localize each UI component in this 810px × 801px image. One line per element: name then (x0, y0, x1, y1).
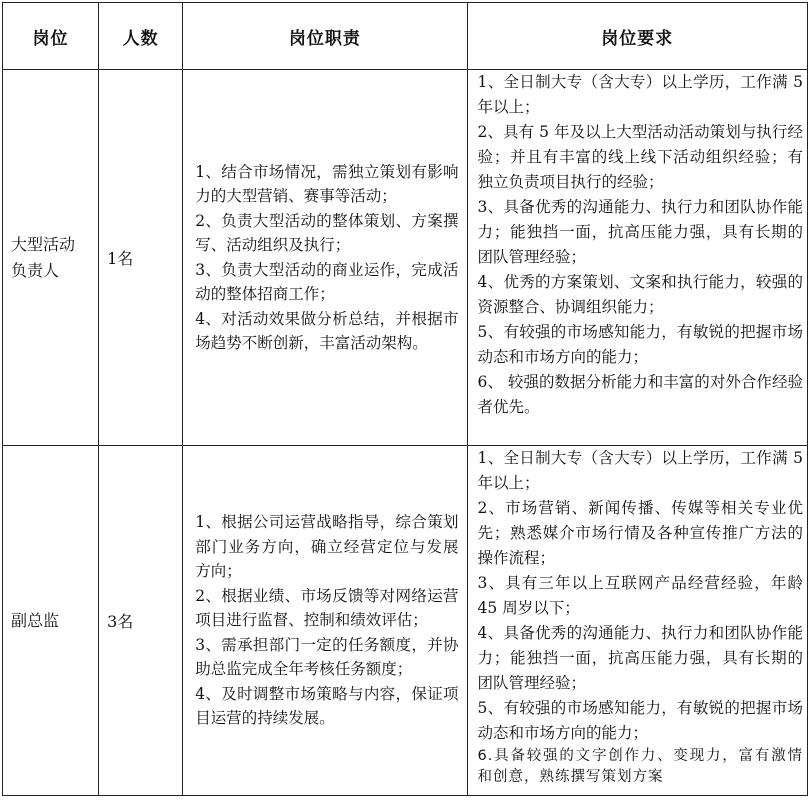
duty-item: 1、根据公司运营战略指导，综合策划部门业务方向，确立经营定位与发展方向； (195, 513, 459, 581)
requirement-item: 1、全日制大专（含大专）以上学历，工作满 5 年以上； (477, 73, 803, 116)
duties-cell (183, 70, 467, 446)
duty-item: 3、需承担部门一定的任务额度，并协助总监完成全年考核任务额度； (195, 635, 459, 679)
duty-item: 4、对活动效果做分析总结，并根据市场趋势不断创新，丰富活动架构。 (195, 309, 459, 352)
requirement-item: 1、全日制大专（含大专）以上学历，工作满 5 年以上； (477, 449, 803, 492)
requirement-item: 4、具备优秀的沟通能力、执行力和团队协作能力；能独挡一面，抗高压能力强，具有长期的团队管理经验； (477, 624, 803, 692)
duty-item: 3、负责大型活动的商业运作，完成活动的整体招商工作； (195, 260, 459, 303)
requirements-list (478, 70, 803, 420)
requirements-cell (467, 70, 807, 446)
requirement-item: 3、具备优秀的沟通能力、执行力和团队协作能力；能独挡一面，抗高压能力强，具有长期的团队管理经验； (477, 198, 803, 266)
requirement-item: 4、优秀的方案策划、文案和执行能力，较强的资源整合、协调组织能力； (477, 273, 803, 316)
duty-item: 4、及时调整市场策略与内容，保证项目运营的持续发展。 (195, 684, 459, 728)
requirement-item: 3、具有三年以上互联网产品经营经验，年龄 45 周岁以下； (477, 574, 803, 617)
job-table (2, 2, 808, 796)
requirements-list (478, 446, 803, 788)
requirements-cell (467, 446, 807, 796)
count-cell: 1名 (99, 70, 183, 446)
duties-list (195, 510, 458, 731)
requirement-item: 6.具备较强的文字创作力、变现力，富有激情和创意，熟练撰写策划方案 (477, 748, 803, 785)
count-cell: 3名 (99, 446, 183, 796)
table-row (3, 446, 808, 796)
requirement-item: 2、市场营销、新闻传播、传媒等相关专业优先；熟悉媒介市场行情及各种宣传推广方法的操作流程； (477, 499, 803, 567)
header-duties: 岗位职责 (183, 3, 467, 70)
header-count: 人数 (99, 3, 183, 70)
requirement-item: 6、 较强的数据分析能力和丰富的对外合作经验者优先。 (477, 373, 803, 416)
duties-cell (183, 446, 467, 796)
duties-list (195, 160, 458, 356)
requirement-item: 5、有较强的市场感知能力，有敏锐的把握市场动态和市场方向的能力； (477, 323, 803, 366)
requirement-item: 2、具有 5 年及以上大型活动活动策划与执行经验；并且有丰富的线上线下活动组织经验；有独立负责项目执行的经验； (477, 123, 803, 191)
header-requirements: 岗位要求 (467, 3, 807, 70)
position-cell: 副总监 (3, 446, 99, 796)
header-row (3, 3, 808, 70)
header-position: 岗位 (3, 3, 99, 70)
position-cell: 大型活动负责人 (3, 70, 99, 446)
duty-item: 2、根据业绩、市场反馈等对网络运营项目进行监督、控制和绩效评估； (195, 586, 459, 630)
requirement-item: 5、有较强的市场感知能力，有敏锐的把握市场动态和市场方向的能力； (477, 699, 803, 742)
duty-item: 1、结合市场情况，需独立策划有影响力的大型营销、赛事等活动； (195, 162, 459, 205)
table-row (3, 70, 808, 446)
duty-item: 2、负责大型活动的整体策划、方案撰写、活动组织及执行； (195, 211, 459, 254)
